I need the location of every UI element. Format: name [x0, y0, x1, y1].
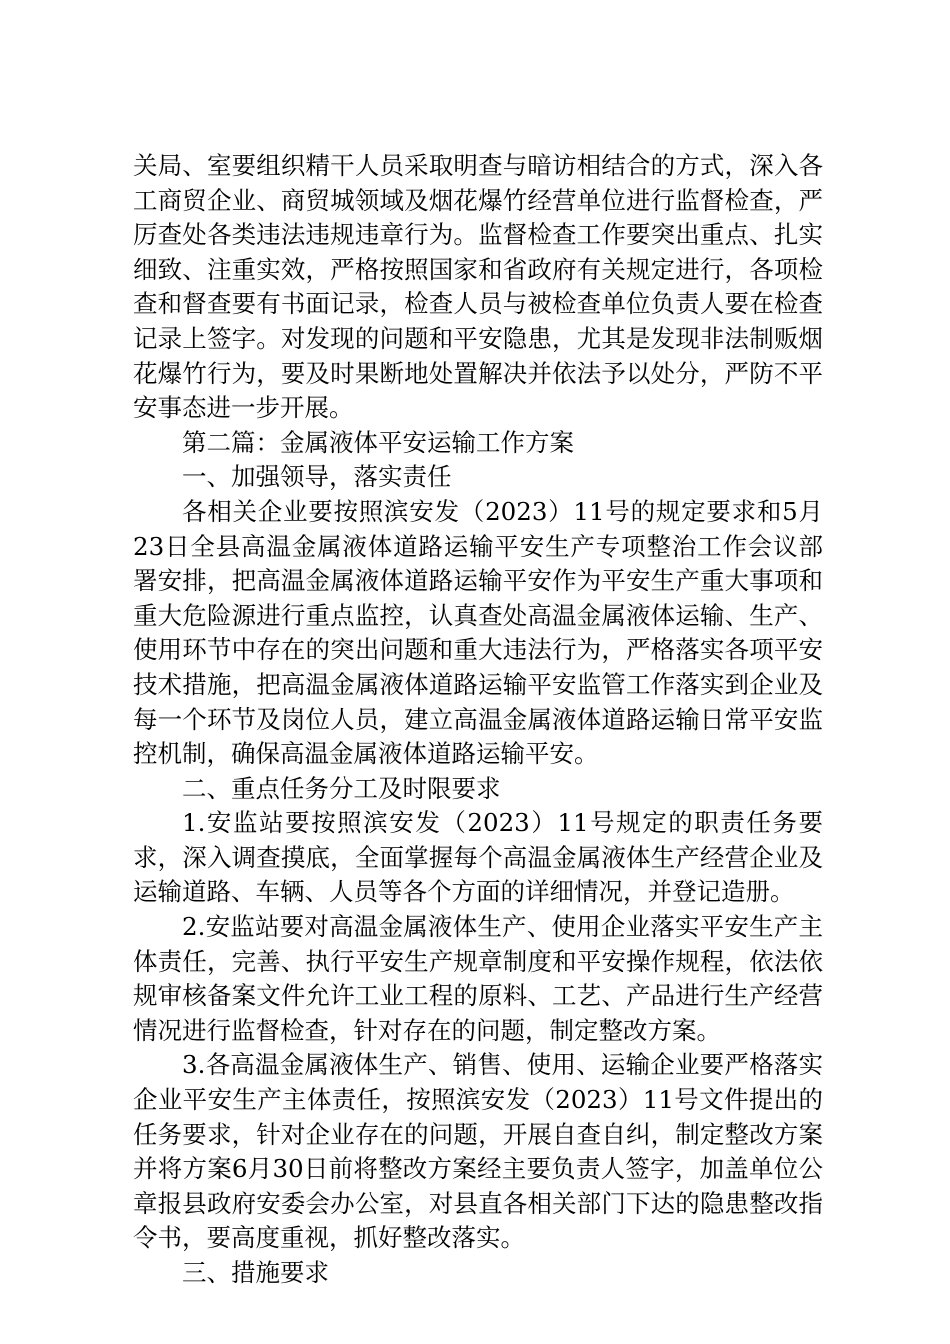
- document-page: [133, 149, 823, 1291]
- paragraph-task-3: 3.各高温金属液体生产、销售、使用、运输企业要严格落实企业平安生产主体责任，按照滨安发（2023）11号文件提出的任务要求，针对企业存在的问题，开展自查自纠，制定整改方案并将方案6月30日前将整改方案经主要负责人签字，加盖单位公章报县政府安委会办公室，对县直各相关部门下达的隐患整改指令书，要高度重视，抓好整改落实。: [133, 1050, 823, 1253]
- paragraph-task-2: 2.安监站要对高温金属液体生产、使用企业落实平安生产主体责任，完善、执行平安生产规章制度和平安操作规程，依法依规审核备案文件允许工业工程的原料、工艺、产品进行生产经营情况进行监督检查，针对存在的问题，制定整改方案。: [133, 912, 823, 1045]
- paragraph-leadership: 各相关企业要按照滨安发（2023）11号的规定要求和5月23日全县高温金属液体道路运输平安生产专项整治工作会议部署安排，把高温金属液体道路运输平安作为平安生产重大事项和重大危险源进行重点监控，认真查处高温金属液体运输、生产、使用环节中存在的突出问题和重大违法行为，严格落实各项平安技术措施，把高温金属液体道路运输平安监管工作落实到企业及每一个环节及岗位人员，建立高温金属液体道路运输日常平安监控机制，确保高温金属液体道路运输平安。: [133, 496, 823, 769]
- heading-task-division: 二、重点任务分工及时限要求: [182, 773, 501, 803]
- paragraph-task-1: 1.安监站要按照滨安发（2023）11号规定的职责任务要求，深入调查摸底，全面掌握每个高温金属液体生产经营企业及运输道路、车辆、人员等各个方面的详细情况，并登记造册。: [133, 808, 823, 907]
- heading-leadership-responsibility: 一、加强领导，落实责任: [182, 462, 452, 492]
- paragraph-continuation: 关局、室要组织精干人员采取明查与暗访相结合的方式，深入各工商贸企业、商贸城领域及烟花爆竹经营单位进行监督检查，严厉查处各类违法违规违章行为。监督检查工作要突出重点、扎实细致、注重实效，严格按照国家和省政府有关规定进行，各项检查和督查要有书面记录，检查人员与被检查单位负责人要在检查记录上签字。对发现的问题和平安隐患，尤其是发现非法制贩烟花爆竹行为，要及时果断地处置解决并依法予以处分，严防不平安事态进一步开展。: [133, 151, 823, 423]
- section-title-part-two: 第二篇：金属液体平安运输工作方案: [182, 427, 574, 457]
- heading-measures: 三、措施要求: [182, 1258, 329, 1287]
